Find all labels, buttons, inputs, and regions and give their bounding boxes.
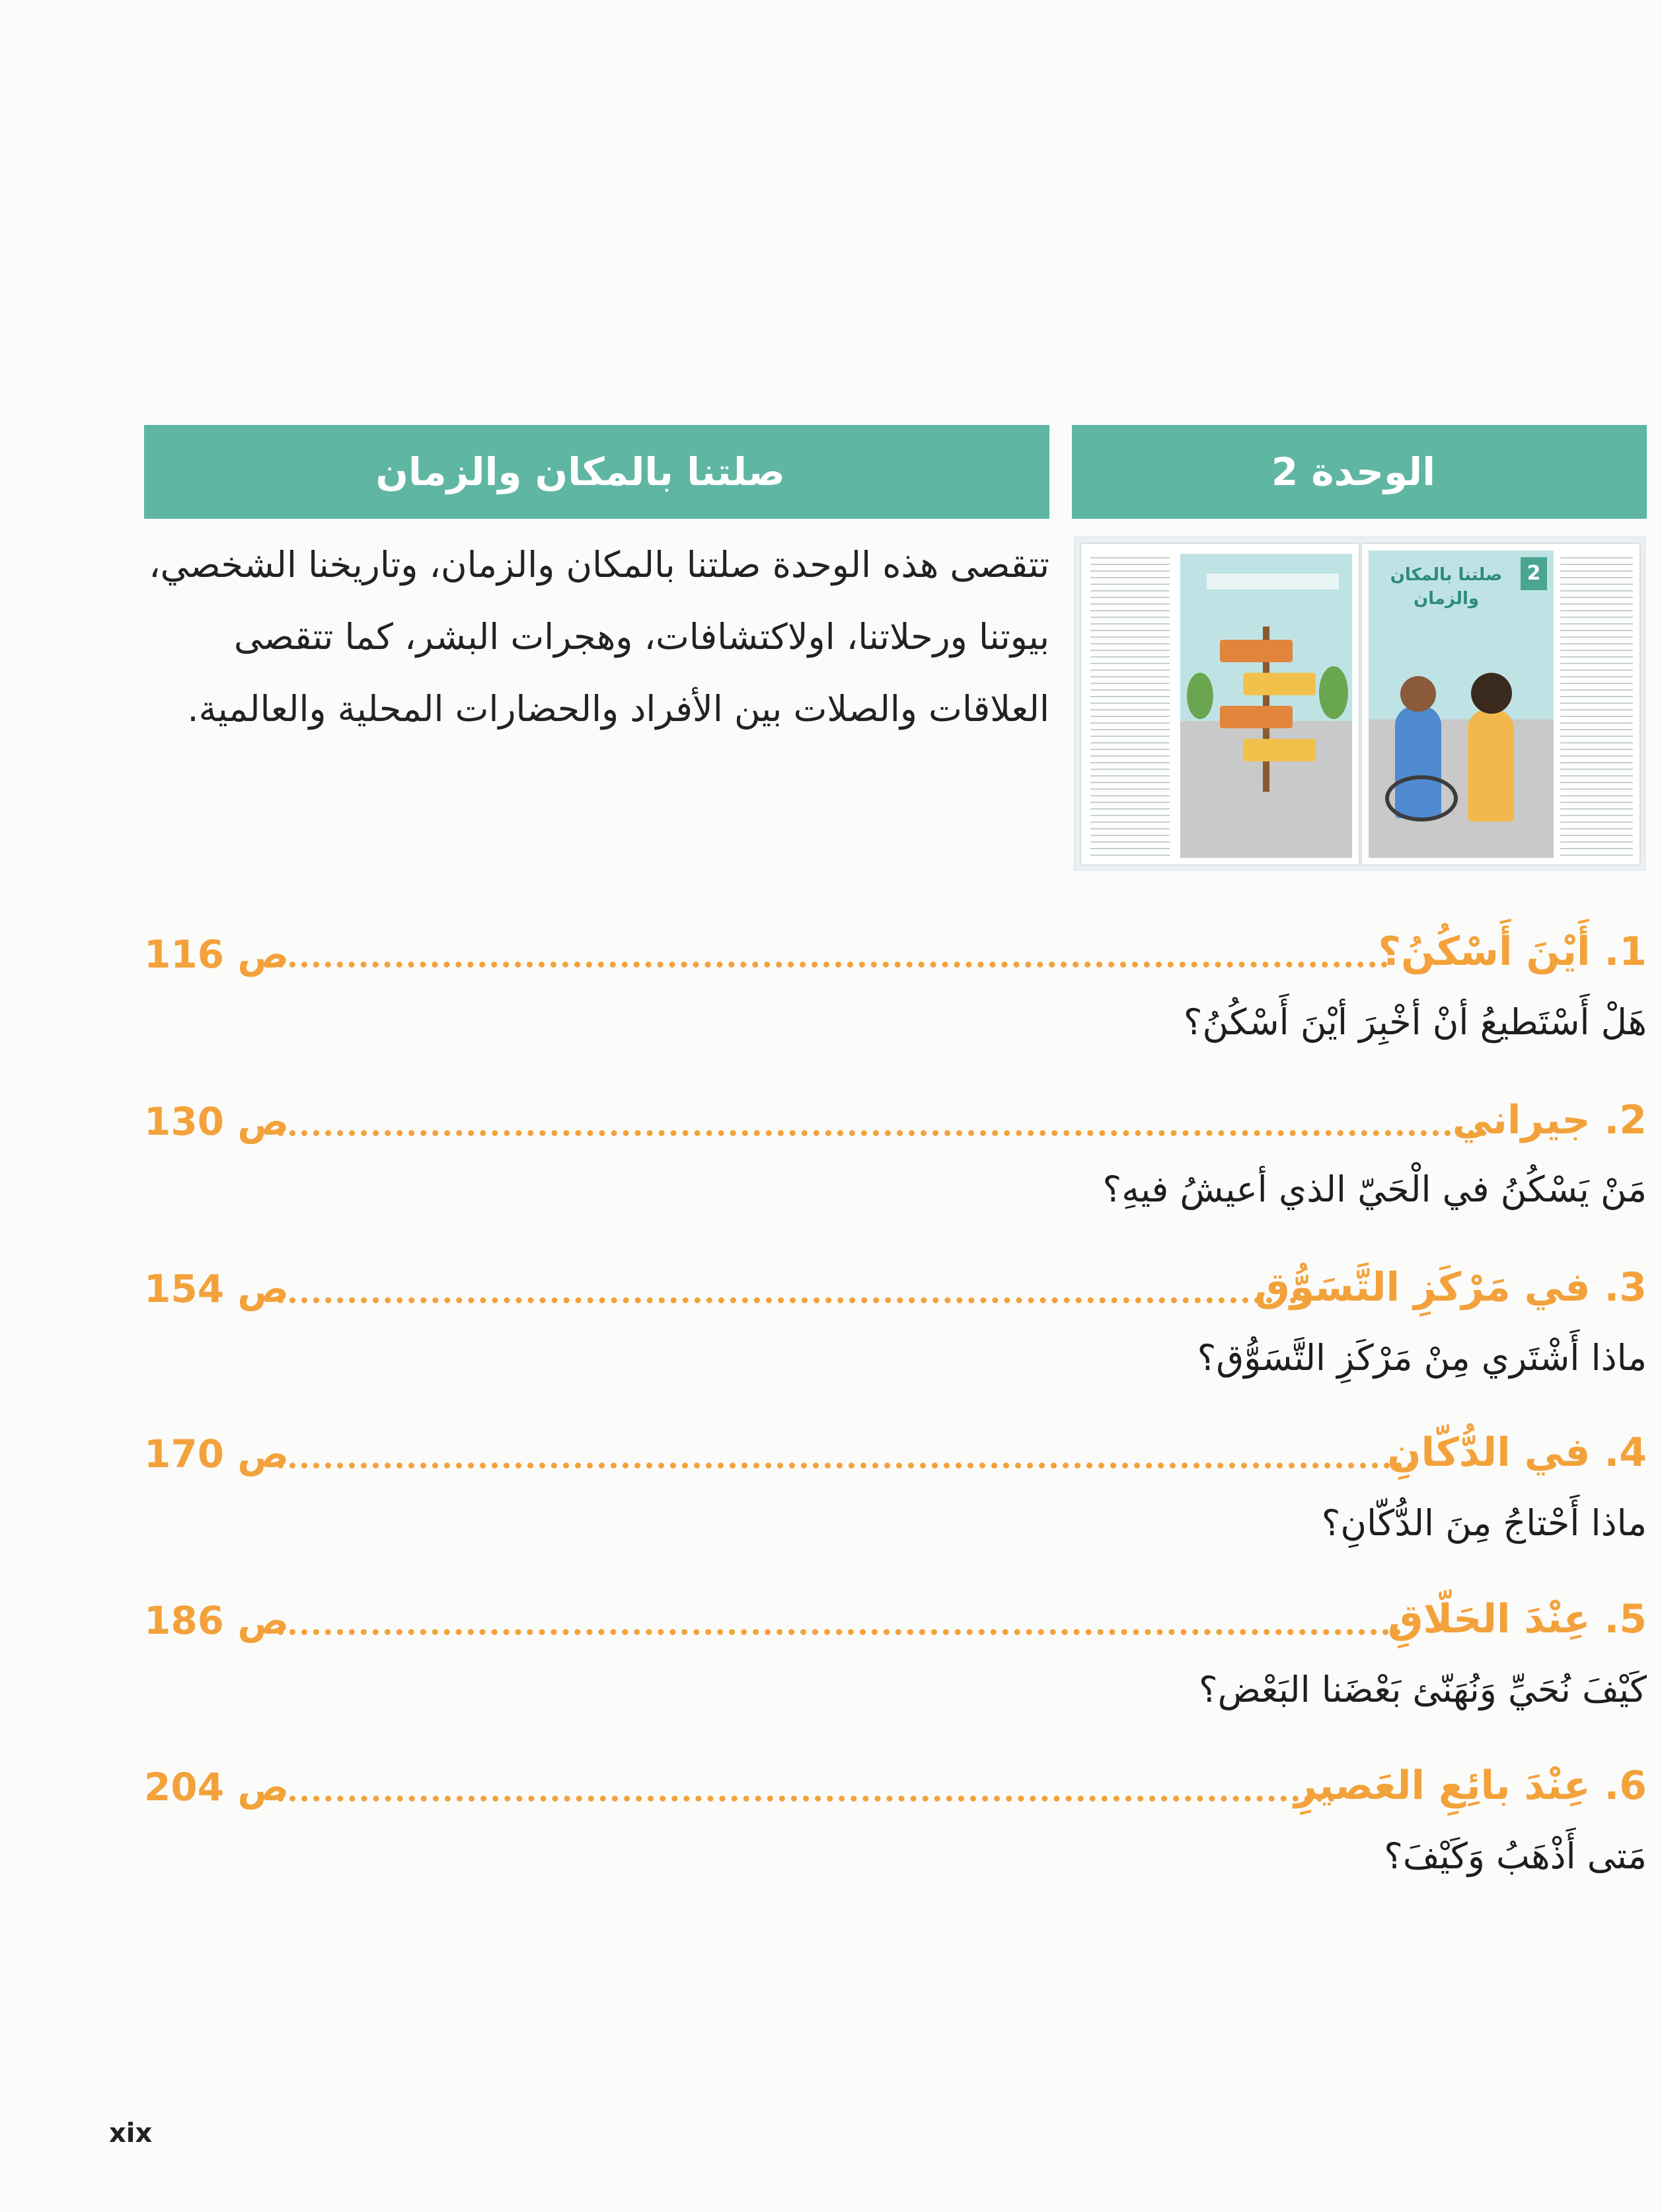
lesson-5-title: 5. عِنْدَ الحَلّاقِ: [1388, 1596, 1647, 1642]
lesson-6-title: 6. عِنْدَ بائِعِ العَصيرِ: [1294, 1763, 1647, 1809]
lesson-1-title: 1. أَيْنَ أَسْكُنُ؟: [1378, 929, 1647, 975]
lesson-5-leader-dots: [278, 1627, 1401, 1635]
unit-spread-preview: [1074, 537, 1645, 870]
unit-label: الوحدة 2: [1271, 449, 1435, 494]
lesson-2-leader-dots: [278, 1128, 1487, 1136]
unit-label-band: [1072, 425, 1647, 519]
preview-cover-title-line1: صلتنا بالمكان: [1390, 565, 1503, 585]
preview-signpost-illustration: [1180, 554, 1352, 858]
lesson-3-page: ص 154: [144, 1266, 289, 1311]
lesson-1-page: ص 116: [144, 932, 289, 977]
lesson-3-title: 3. في مَرْكَزِ التَّسَوُّق: [1254, 1264, 1647, 1311]
unit-title: صلتنا بالمكان والزمان: [375, 449, 785, 494]
unit-title-band: [144, 425, 1049, 519]
lesson-2-page: ص 130: [144, 1099, 289, 1144]
lesson-6-leader-dots: [278, 1794, 1335, 1802]
unit-intro-paragraph: تتقصى هذه الوحدة صلتنا بالمكان والزمان، وتاريخنا الشخصي، بيوتنا ورحلاتنا، اولاكتشافات، وهجرات البشر، كما تتقصى العلاقات والصلات بين الأفراد والحضارات المحلية والعالمية.: [149, 544, 1049, 730]
lesson-1-leader-dots: [278, 960, 1388, 968]
lesson-3-question: ماذا أَشْتَري مِنْ مَرْكَزِ التَّسَوُّق؟: [1197, 1337, 1647, 1379]
lesson-4-leader-dots: [278, 1461, 1414, 1468]
lesson-2-question: مَنْ يَسْكُنُ في الْحَيّ الذي أعيشُ فيهِ؟: [1102, 1168, 1647, 1210]
lesson-4-title: 4. في الدُّكّانِ: [1387, 1430, 1647, 1476]
lesson-3-leader-dots: [278, 1295, 1308, 1303]
lesson-4-page: ص 170: [144, 1431, 289, 1476]
lesson-2-title: 2. جيراني: [1452, 1097, 1647, 1143]
lesson-5-question: كَيْفَ نُحَيِّ وَنُهَنّئ بَعْضَنا البَعْض؟: [1198, 1669, 1647, 1710]
lesson-5-page: ص 186: [144, 1598, 289, 1643]
page-number: xix: [109, 2118, 153, 2149]
lesson-6-question: مَتى أَذْهَبُ وَكَيْفَ؟: [1384, 1835, 1647, 1877]
preview-cover-title-line2: والزمان: [1413, 589, 1480, 609]
preview-left-page: [1081, 544, 1359, 864]
lesson-6-page: ص 204: [144, 1765, 289, 1810]
lesson-4-question: ماذا أَحْتاجُ مِنَ الدُّكّانِ؟: [1321, 1502, 1647, 1544]
preview-cover-illustration: [1369, 551, 1554, 858]
preview-unit-number: 2: [1521, 557, 1547, 590]
lesson-1-question: هَلْ أَسْتَطيعُ أنْ أخْبِرَ أيْنَ أَسْكُنُ؟: [1183, 1001, 1647, 1043]
preview-right-page: [1362, 544, 1640, 864]
